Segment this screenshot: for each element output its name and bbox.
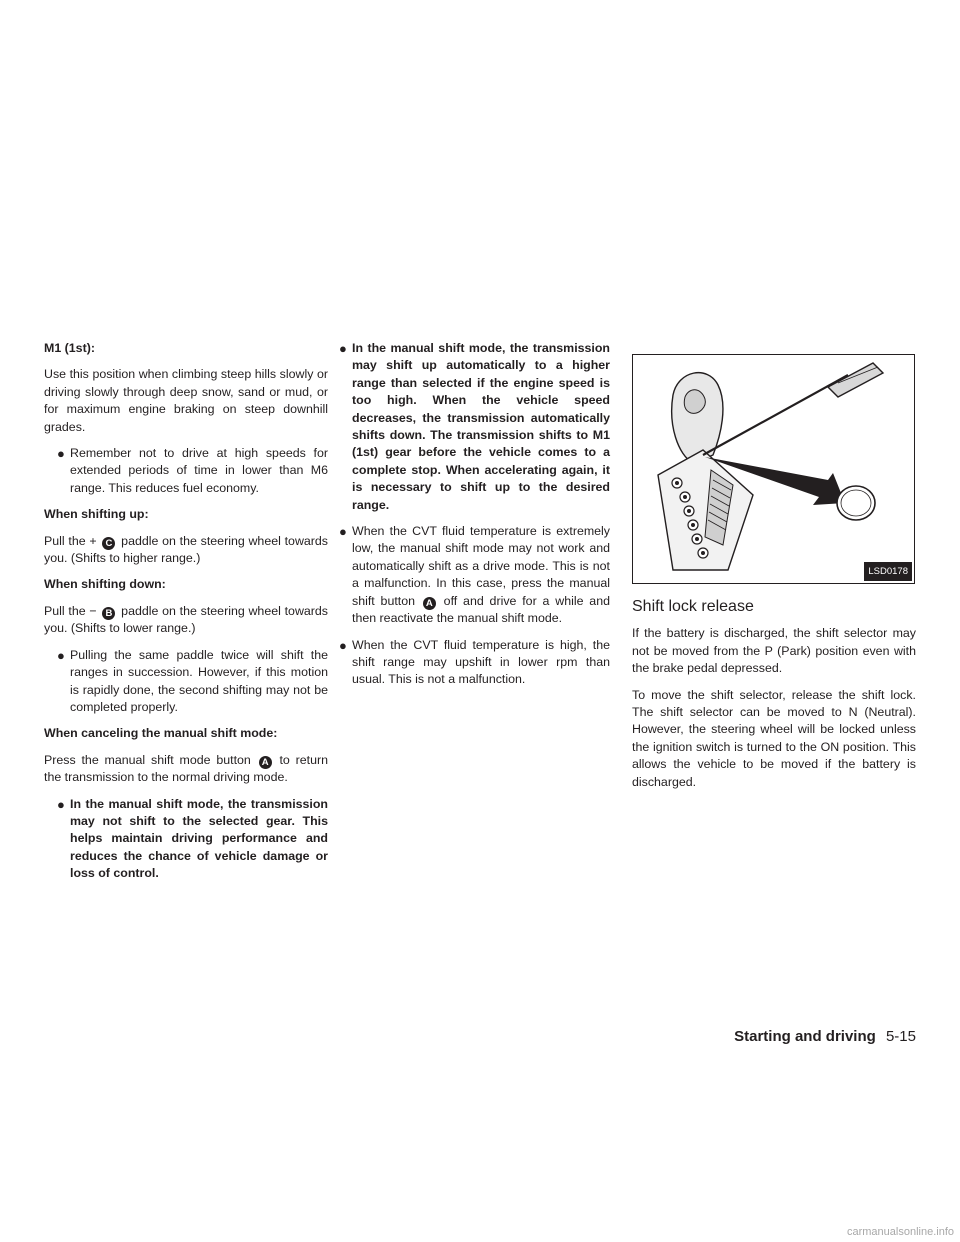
figure-label: LSD0178	[864, 562, 912, 581]
down-bullet	[44, 647, 328, 717]
shifting-up-post: paddle on the steering wheel towards you. (Shifts to higher range.)	[44, 533, 328, 566]
shift-selector-illustration	[633, 355, 916, 585]
canceling-paragraph	[44, 752, 328, 787]
auto-shift-bullet-text: In the manual shift mode, the transmission may shift up automatically to a higher range than selected if the engine speed is too high. When the vehicle speed decreases, the transmission automatically shifts down. The transmission shifts to M1 (1st) gear before the vehicle comes to a complete stop. When accelerating again, it is necessary to shift up to the desired range.	[352, 341, 610, 512]
heading-shifting-down: When shifting down:	[44, 577, 166, 592]
m1-paragraph: Use this position when climbing steep hills slowly or driving slowly through deep snow, sand or mud, or for maximum engine braking on steep downhill grades.	[44, 367, 328, 434]
page-number: 5-15	[885, 1028, 916, 1045]
shift-lock-paragraph-1: If the battery is discharged, the shift selector may not be moved from the P (Park) position even with the brake pedal depressed.	[632, 626, 916, 676]
column-right	[632, 340, 916, 800]
bullet-dot: ●	[339, 637, 347, 653]
low-temp-pre: When the CVT fluid temperature is extremely low, the manual shift mode may not work and automatically shift as a drive mode. This is not a malfunction. In this case, press the manual shift button	[352, 524, 610, 608]
bullet-dot: ●	[57, 796, 65, 812]
heading-canceling: When canceling the manual shift mode:	[44, 726, 278, 741]
bullet-dot: ●	[57, 446, 65, 462]
shifting-down-paragraph	[44, 603, 328, 638]
shifting-down-pre: Pull the −	[44, 603, 97, 618]
shifting-up-pre: Pull the +	[44, 533, 97, 548]
bullet-dot: ●	[339, 524, 347, 540]
canceling-post: to return the transmission to the normal driving mode.	[44, 752, 328, 785]
watermark-text: carmanualsonline.info	[846, 1226, 954, 1238]
high-temp-bullet	[339, 637, 610, 689]
section-title: Shift lock release	[632, 598, 754, 615]
low-temp-bullet	[339, 523, 610, 627]
chapter-title: Starting and driving	[734, 1028, 876, 1045]
low-temp-post: off and drive for a while and then reactivate the manual shift mode.	[352, 593, 610, 626]
auto-shift-bullet	[339, 340, 610, 514]
page-footer	[720, 1028, 916, 1045]
low-temp-bullet-text	[352, 524, 610, 625]
column-left	[44, 340, 328, 892]
down-bullet-text: Pulling the same paddle twice will shift the ranges in succession. However, if this motion is rapidly done, the second shifting may not be completed properly.	[70, 647, 328, 714]
bullet-dot: ●	[339, 341, 347, 356]
cancel-bullet-text: In the manual shift mode, the transmission may not shift to the selected gear. This helps maintain driving performance and reduces the chance of vehicle damage or loss of control.	[70, 796, 328, 881]
callout-a-icon: A	[423, 597, 436, 610]
watermark	[0, 1226, 960, 1242]
bullet-dot: ●	[57, 647, 65, 663]
heading-m1: M1 (1st):	[44, 341, 95, 355]
shift-lock-figure	[632, 354, 915, 584]
shifting-down-post: paddle on the steering wheel towards you. (Shifts to lower range.)	[44, 603, 328, 636]
callout-a-icon: A	[259, 756, 272, 769]
callout-c-icon: C	[102, 537, 115, 550]
shifting-up-paragraph	[44, 533, 328, 568]
high-temp-bullet-text: When the CVT fluid temperature is high, the shift range may upshift in lower rpm than usual. This is not a malfunction.	[352, 637, 610, 687]
cancel-bullet	[44, 796, 328, 883]
m1-bullet	[44, 445, 328, 497]
shift-lock-paragraph-2: To move the shift selector, release the shift lock. The shift selector can be moved to N (Neutral). However, the steering wheel will be locked unless the ignition switch is turned to the ON position. This allows the vehicle to be moved if the battery is discharged.	[632, 687, 916, 789]
heading-shifting-up: When shifting up:	[44, 507, 149, 522]
canceling-pre: Press the manual shift mode button	[44, 752, 251, 767]
callout-b-icon: B	[102, 607, 115, 620]
m1-bullet-text: Remember not to drive at high speeds for extended periods of time in lower than M6 range. This reduces fuel economy.	[70, 446, 328, 495]
column-middle	[339, 340, 610, 698]
